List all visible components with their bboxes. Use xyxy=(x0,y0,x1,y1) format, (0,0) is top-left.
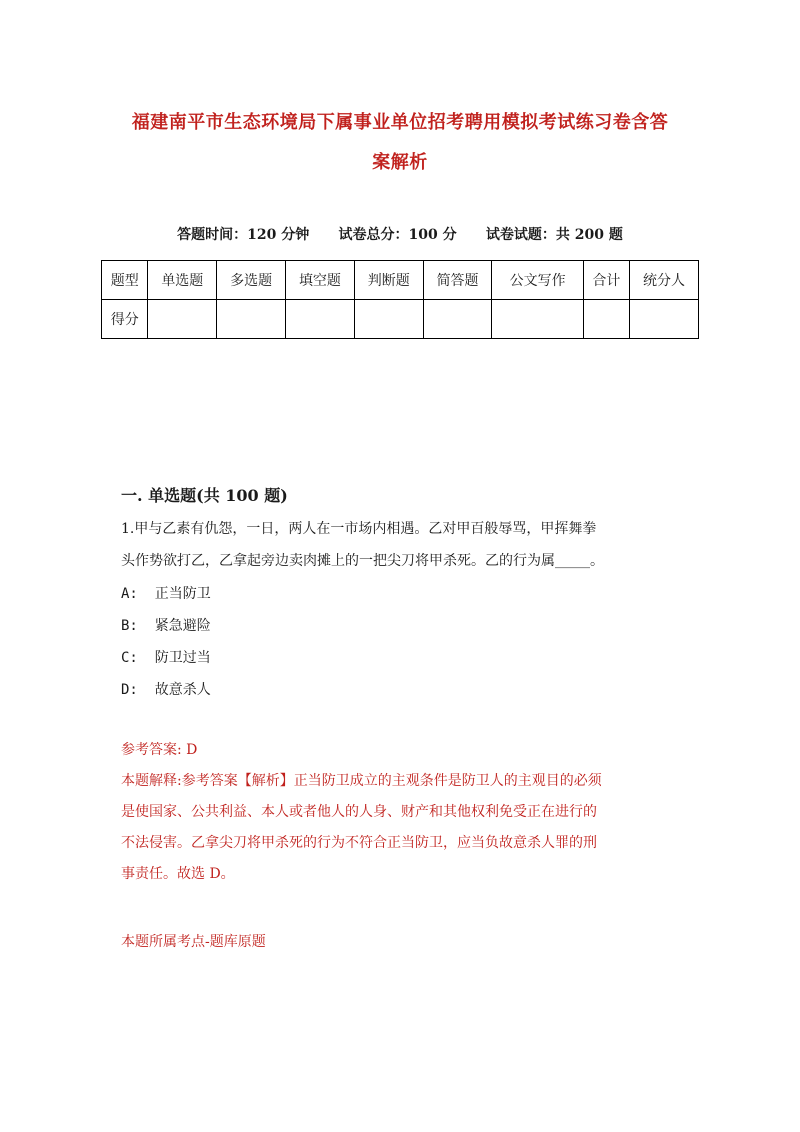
question-text-line-2: 头作势欲打乙，乙拿起旁边卖肉摊上的一把尖刀将甲杀死。乙的行为属_____。 xyxy=(121,553,604,569)
option-a: A: 正当防卫 xyxy=(121,586,211,602)
score-table xyxy=(101,260,699,339)
explanation-line-1: 本题解释:参考答案【解析】正当防卫成立的主观条件是防卫人的主观目的必须 xyxy=(121,773,602,789)
score-cell xyxy=(286,300,355,339)
header-cell-type: 题型 xyxy=(102,261,148,300)
section-heading: 一. 单选题(共 100 题) xyxy=(121,486,288,505)
topic-note: 本题所属考点-题库原题 xyxy=(121,934,266,950)
score-cell xyxy=(217,300,286,339)
document-title-line-2: 案解析 xyxy=(372,152,428,173)
option-c: C: 防卫过当 xyxy=(121,650,211,666)
header-cell-single-choice: 单选题 xyxy=(148,261,217,300)
header-cell-fill-blank: 填空题 xyxy=(286,261,355,300)
header-cell-short-answer: 简答题 xyxy=(423,261,492,300)
header-cell-total: 合计 xyxy=(583,261,629,300)
reference-answer: 参考答案: D xyxy=(121,742,198,758)
score-cell xyxy=(354,300,423,339)
score-cell xyxy=(492,300,583,339)
option-d: D: 故意杀人 xyxy=(121,682,211,698)
explanation-line-3: 不法侵害。乙拿尖刀将甲杀死的行为不符合正当防卫，应当负故意杀人罪的刑 xyxy=(121,835,597,851)
header-cell-true-false: 判断题 xyxy=(354,261,423,300)
header-cell-scorer: 统分人 xyxy=(630,261,699,300)
question-text-line-1: 1.甲与乙素有仇怨，一日，两人在一市场内相遇。乙对甲百般辱骂，甲挥舞拳 xyxy=(121,521,597,537)
score-row-label: 得分 xyxy=(102,300,148,339)
score-cell xyxy=(630,300,699,339)
score-table-score-row xyxy=(102,300,699,339)
exam-info: 答题时间：120 分钟 试卷总分：100 分 试卷试题：共 200 题 xyxy=(177,227,623,243)
explanation-line-4: 事责任。故选 D。 xyxy=(121,866,235,882)
score-cell xyxy=(423,300,492,339)
document-title-line-1: 福建南平市生态环境局下属事业单位招考聘用模拟考试练习卷含答 xyxy=(131,112,669,133)
score-table-header-row xyxy=(102,261,699,300)
explanation-line-2: 是使国家、公共利益、本人或者他人的人身、财产和其他权利免受正在进行的 xyxy=(121,804,597,820)
score-cell xyxy=(148,300,217,339)
header-cell-multiple-choice: 多选题 xyxy=(217,261,286,300)
header-cell-official-writing: 公文写作 xyxy=(492,261,583,300)
option-b: B: 紧急避险 xyxy=(121,618,211,634)
score-cell xyxy=(583,300,629,339)
